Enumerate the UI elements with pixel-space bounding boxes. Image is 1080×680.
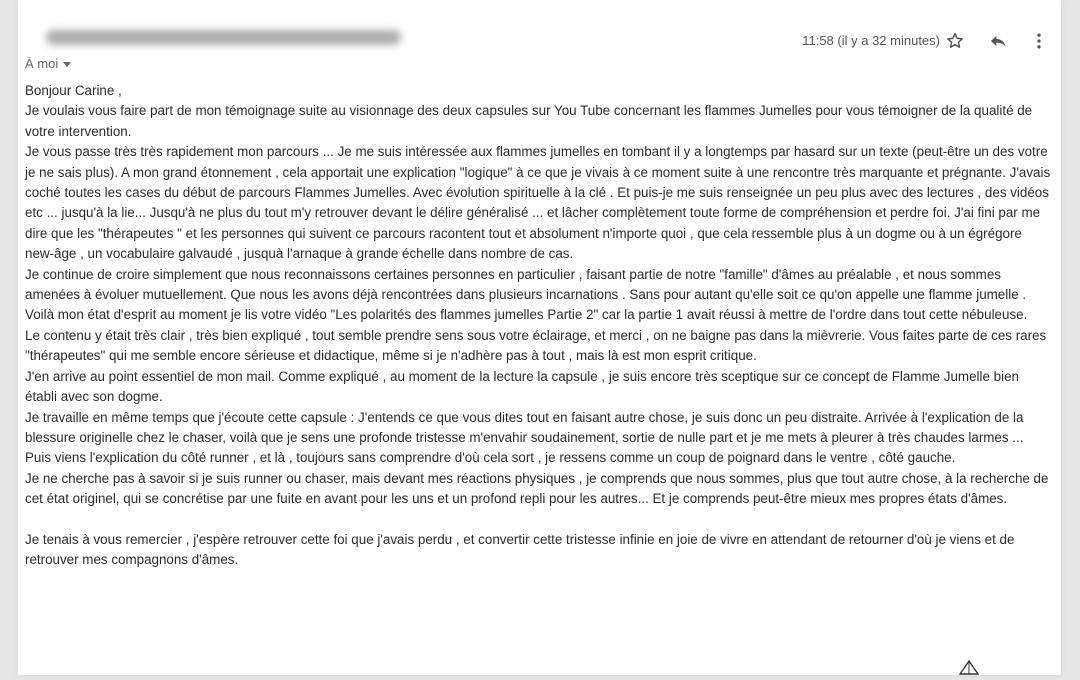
star-icon xyxy=(945,31,965,51)
more-options-button[interactable] xyxy=(1024,26,1054,56)
decorative-triangle-icon xyxy=(958,660,980,680)
email-message-panel xyxy=(18,0,1061,675)
message-paragraph: Je voulais vous faire part de mon témoignage suite au visionnage des deux capsules sur You Tube concernant les flammes Jumelles pour vous témoigner de la qualité de votre intervention. xyxy=(25,103,1033,139)
reply-icon xyxy=(988,31,1008,51)
recipient-label: À moi xyxy=(25,56,59,71)
caret-down-icon xyxy=(63,62,71,67)
message-paragraph: Je continue de croire simplement que nous reconnaissons certaines personnes en particulier , faisant partie de notre "famille" d'âmes au préalable , et nous sommes amenées à évoluer mutuellement. Que nous les avons déjà rencontrées dans plusieurs incarnations . Sans pour autant qu'elle soit ce qu'on appelle une flamme jumelle . xyxy=(25,266,1027,303)
message-paragraph: Je vous passe très très rapidement mon parcours ... Je me suis intéressée aux flammes jumelles en tombant il y a longtemps par hasard sur un texte (peut-être un des votre je ne sais plus). A mon grand étonnement , cela apportait une explication "logique" à ce que je vivais à ce moment suite à une rencontre très marquante et prégnante. J'avais coché toutes les cases du début de parcours Flammes Jumelles. Avec évolution spirituelle à la clé . Et puis-je me suis renseignée un peu plus avec des lectures , des vidéos etc ... jusqu'à la lie... Jusqu'à ne plus du tout m'y retrouver devant le délire généralisé ... et lâcher complètement toute forme de compréhension et perdre foi. J'ai fini par me dire que les "thérapeutes " et les personnes qui suivent ce parcours racontent tout et absolument n'importe quoi , que cela ressemble plus à un dogme ou à un égrégore new-âge , un vocabulaire galvaudé , jusquà l'arnaque à grande échelle dans nombre de cas. xyxy=(25,144,1051,262)
more-vert-icon xyxy=(1029,31,1049,51)
message-paragraph: Je ne cherche pas à savoir si je suis runner ou chaser, mais devant mes réactions physiques , je comprends que nous sommes, plus que tout autre chose, à la recherche de cet état originel, qui se concrétise par une fuite en avant pour les uns et un profond repli pour les autres... Et je comprends peut-être mieux mes propres états d'âmes. xyxy=(25,470,1049,507)
message-paragraph: Le contenu y était très clair , très bien expliqué , tout semble prendre sens sous votre éclairage, et merci , on ne baigne pas dans la mièvrerie. Vous faites parte de ces rares "thérapeutes" qui me semble encore sérieuse et didactique, même si je n'adhère pas à tout , mais là est mon esprit critique. xyxy=(25,327,1047,364)
message-paragraph: Voilà mon état d'esprit au moment je lis votre vidéo "Les polarités des flammes jumelles Partie 2" car la partie 1 avait réussi à mettre de l'ordre dans tout cette nébuleuse. xyxy=(25,307,1028,323)
message-timestamp: 11:58 (il y a 32 minutes) xyxy=(802,33,940,48)
star-button[interactable] xyxy=(940,26,970,56)
reply-button[interactable] xyxy=(983,26,1013,56)
message-body xyxy=(25,81,1053,570)
recipient-dropdown[interactable] xyxy=(25,56,71,71)
message-paragraph: Je travaille en même temps que j'écoute cette capsule : J'entends ce que vous dites tout en faisant autre chose, je suis donc un peu distraite. Arrivée à l'explication de la blessure originelle chez le chaser, voilà que je sens une profonde tristesse m'envahir soudainement, sortie de nulle part et je me mets à pleurer à très chaudes larmes ... Puis viens l'explication du côté runner , et là , toujours sans comprendre d'où cela sort , je ressens comme un coup de poignard dans le ventre , côté gauche. xyxy=(25,409,1024,466)
greeting: Bonjour Carine , xyxy=(25,83,122,98)
message-paragraph: J'en arrive au point essentiel de mon mail. Comme expliqué , au moment de la lecture la capsule , je suis encore très sceptique sur ce concept de Flamme Jumelle bien établi avec son dogme. xyxy=(25,368,1019,405)
closing-paragraph: Je tenais à vous remercier , j'espère retrouver cette foi que j'avais perdu , et convertir cette tristesse infinie en joie de vivre en attendant de retourner d'où je viens et de retrouver mes compagnons d'âmes. xyxy=(25,531,1015,567)
sender-name-redacted xyxy=(46,30,401,45)
paragraph-spacer xyxy=(25,510,1053,530)
